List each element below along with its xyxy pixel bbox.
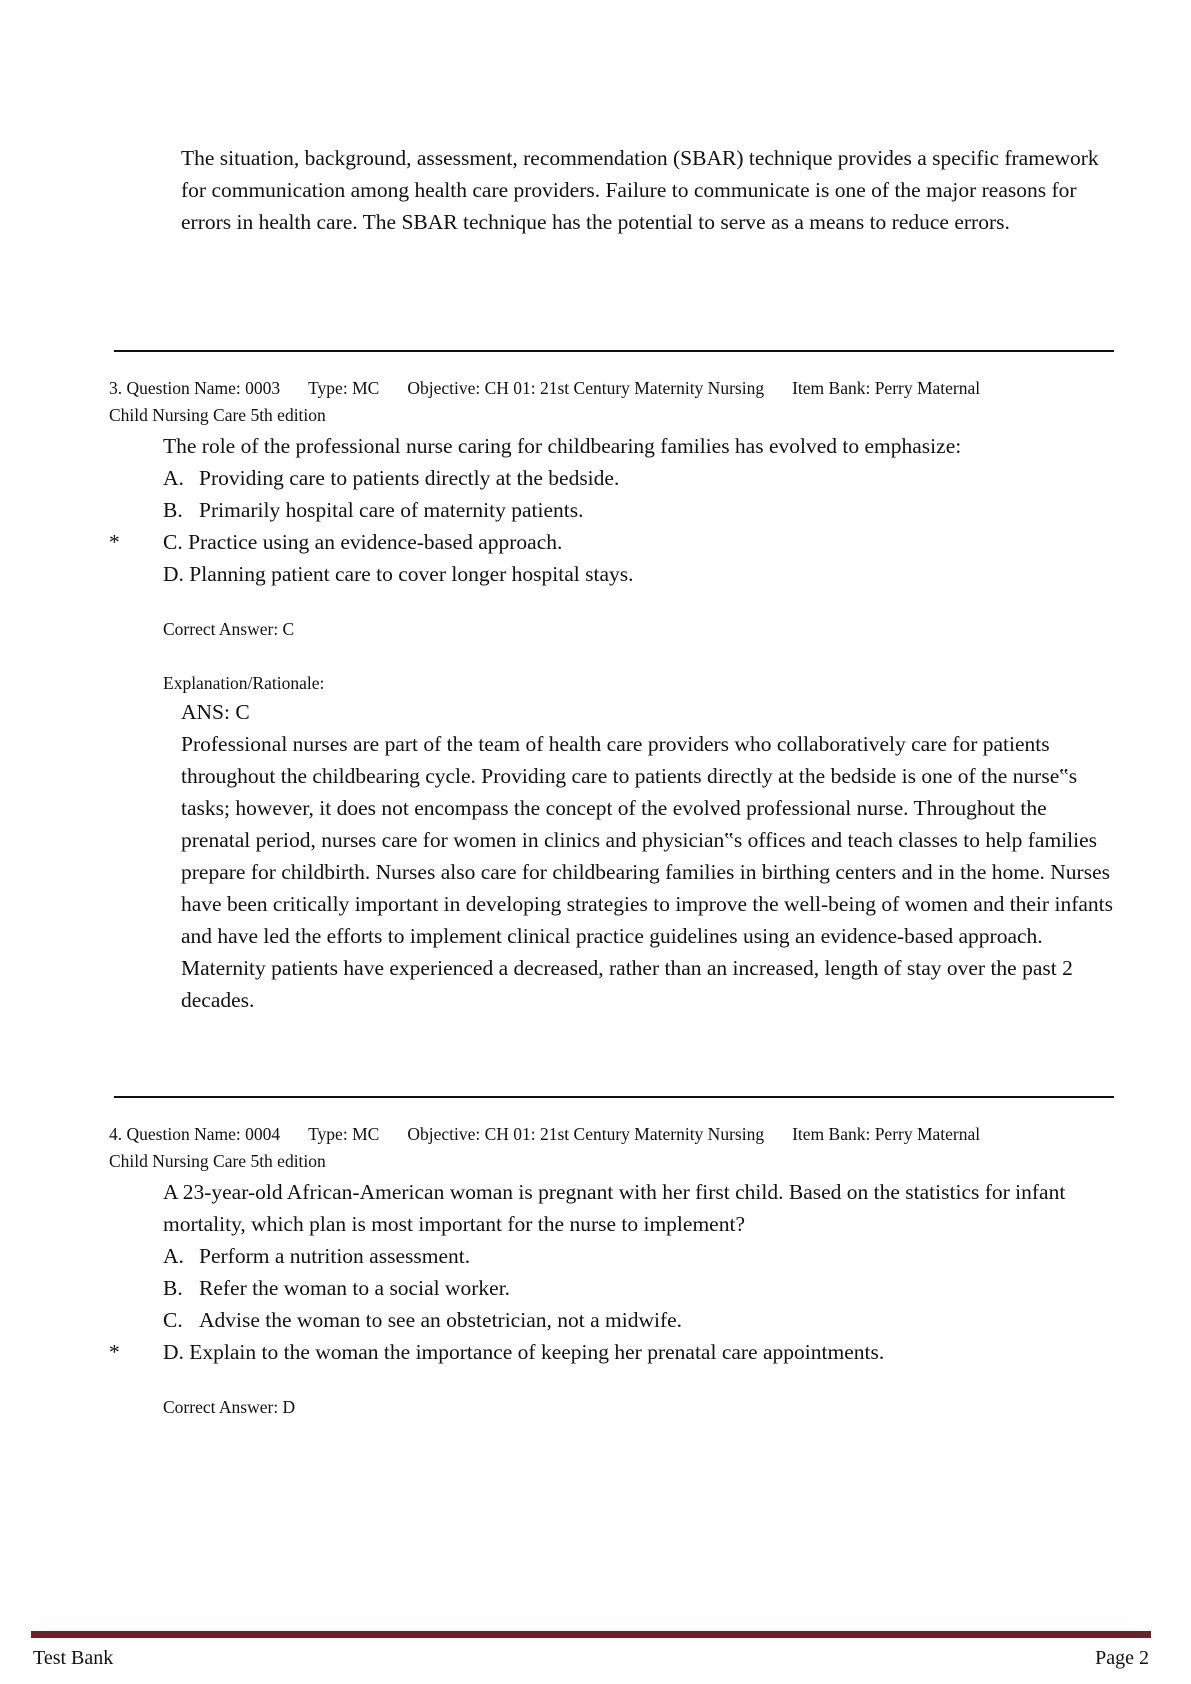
correct-answer: Correct Answer: D bbox=[163, 1397, 296, 1417]
answer-option: D. Planning patient care to cover longer hospital stays. bbox=[163, 562, 634, 586]
footer-title: Test Bank bbox=[33, 1647, 114, 1669]
question-number: 4. bbox=[109, 1124, 123, 1144]
question-name: Question Name: 0003 bbox=[126, 378, 281, 398]
question-item-bank-cont: Child Nursing Care 5th edition bbox=[109, 405, 326, 425]
question-type: Type: MC bbox=[308, 1124, 380, 1144]
answer-option: B. Refer the woman to a social worker. bbox=[163, 1276, 511, 1300]
question-type: Type: MC bbox=[308, 378, 380, 398]
question-name: Question Name: 0004 bbox=[126, 1124, 281, 1144]
page-number: Page 2 bbox=[1095, 1647, 1149, 1669]
rationale-paragraph: The situation, background, assessment, recommendation (SBAR) technique provides a specific framework for communication among health care providers. Failure to communicate is one of the major reasons for errors in health care. The SBAR technique has the potential to serve as a means to reduce errors. bbox=[181, 146, 1099, 234]
question-stem: A 23-year-old African-American woman is pregnant with her first child. Based on the statistics for infant mortality, which plan is most important for the nurse to implement? bbox=[163, 1180, 1066, 1236]
explanation-label: Explanation/Rationale: bbox=[163, 673, 325, 693]
answer-key: ANS: C bbox=[181, 700, 250, 724]
question-objective: Objective: CH 01: 21st Century Maternity Nursing bbox=[407, 378, 765, 398]
answer-option: C. Advise the woman to see an obstetrician, not a midwife. bbox=[163, 1308, 683, 1332]
question-item-bank-cont: Child Nursing Care 5th edition bbox=[109, 1151, 326, 1171]
question-meta bbox=[109, 1121, 1129, 1175]
question-number: 3. bbox=[109, 378, 123, 398]
question-stem: The role of the professional nurse caring for childbearing families has evolved to emphasize: bbox=[163, 434, 962, 458]
answer-option: B. Primarily hospital care of maternity patients. bbox=[163, 498, 584, 522]
answer-option: A. Perform a nutrition assessment. bbox=[163, 1244, 471, 1268]
question-item-bank: Item Bank: Perry Maternal bbox=[792, 378, 981, 398]
answer-option: D. Explain to the woman the importance of keeping her prenatal care appointments. bbox=[163, 1340, 885, 1364]
correct-answer: Correct Answer: C bbox=[163, 619, 295, 639]
answer-option: A. Providing care to patients directly at the bedside. bbox=[163, 466, 620, 490]
answer-option: C. Practice using an evidence-based approach. bbox=[163, 530, 563, 554]
rationale-paragraph: Professional nurses are part of the team of health care providers who collaboratively care for patients throughout the childbearing cycle. Providing care to patients directly at the bedside is one of the nurse‟s tasks; however, it does not encompass the concept of the evolved professional nurse. Throughout the prenatal period, nurses care for women in clinics and physician‟s offices and teach classes to help families prepare for childbirth. Nurses also care for childbearing families in birthing centers and in the home. Nurses have been critically important in developing strategies to improve the well-being of women and their infants and have led the efforts to implement clinical practice guidelines using an evidence-based approach. Maternity patients have experienced a decreased, rather than an increased, length of stay over the past 2 decades. bbox=[181, 732, 1113, 1012]
correct-marker: * bbox=[109, 530, 120, 554]
question-meta bbox=[109, 375, 1129, 429]
section-divider bbox=[114, 1096, 1114, 1098]
question-item-bank: Item Bank: Perry Maternal bbox=[792, 1124, 981, 1144]
question-objective: Objective: CH 01: 21st Century Maternity Nursing bbox=[407, 1124, 765, 1144]
footer-rule bbox=[31, 1631, 1151, 1638]
correct-marker: * bbox=[109, 1340, 120, 1364]
section-divider bbox=[114, 350, 1114, 352]
